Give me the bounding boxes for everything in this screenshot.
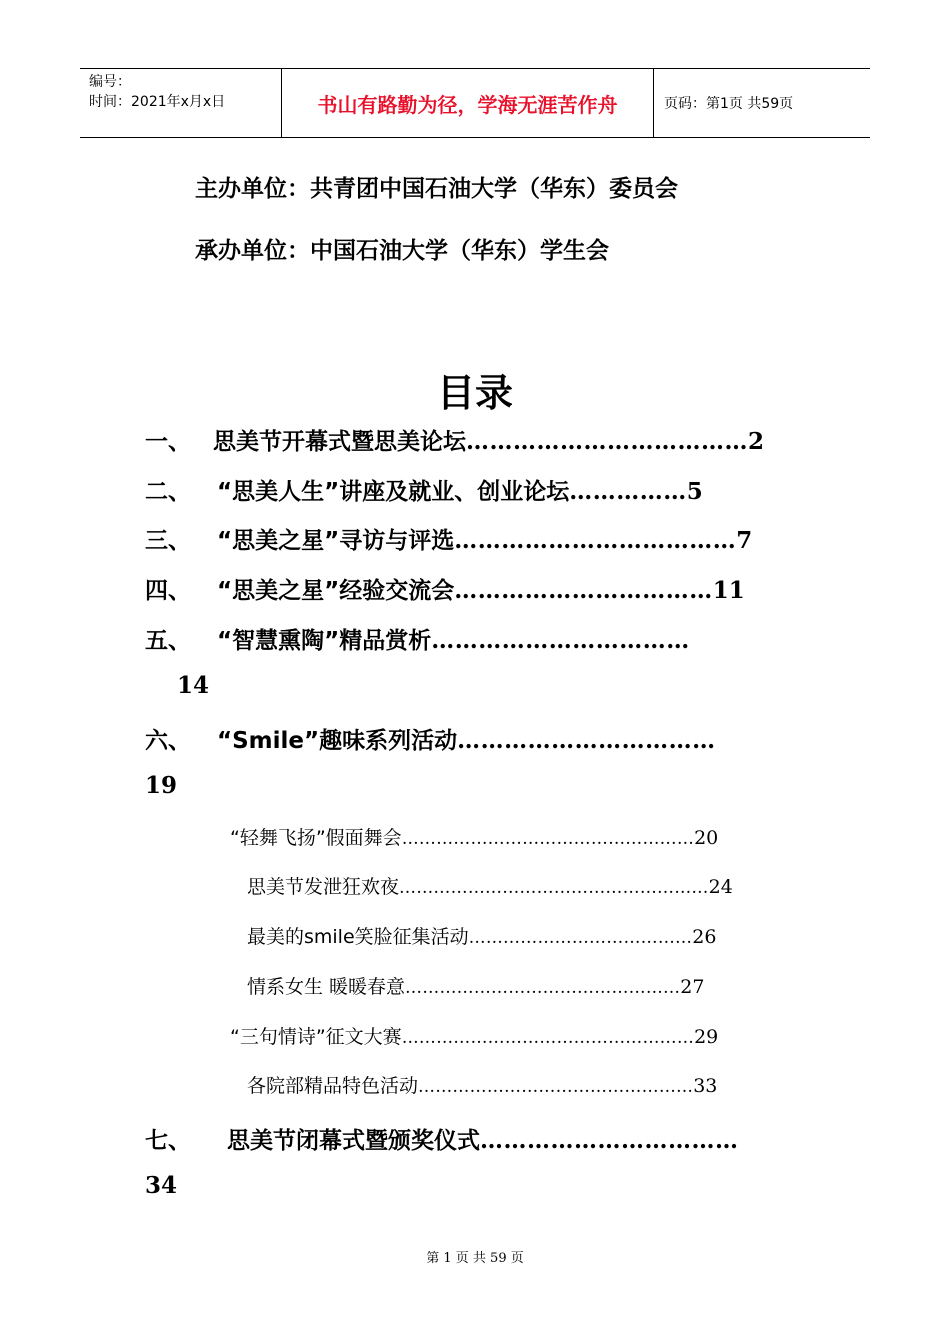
toc-subitem-page: 20 (694, 827, 719, 849)
toc-subitem-leader: ………………………………… (468, 928, 693, 948)
undertaker-organizer: 承办单位：中国石油大学（华东）学生会 (195, 238, 609, 264)
toc-item-page: 11 (712, 577, 745, 604)
toc-item-title: “智慧熏陶”精品赏析 (217, 628, 432, 654)
toc-subitem-page: 33 (693, 1075, 718, 1097)
toc-subitem-leader: …………………………………………… (401, 1028, 695, 1048)
toc-item-page: 14 (177, 672, 210, 699)
toc-item-title: “思美之星”经验交流会 (217, 578, 455, 604)
toc-item-page: 19 (145, 772, 178, 799)
toc-subitem-title: “三句情诗”征文大赛 (230, 1026, 402, 1048)
toc-subitem-page: 24 (708, 876, 733, 898)
toc-subitem-leader: …………………………………………… (401, 829, 695, 849)
toc-subitem[interactable] (230, 1022, 718, 1049)
toc-item-leader: ……………………………… (454, 527, 737, 554)
toc-item[interactable] (145, 423, 764, 456)
toc-subitem-title: 各院部精品特色活动 (247, 1075, 419, 1097)
toc-item-title: “Smile”趣味系列活动 (217, 728, 458, 754)
toc-item[interactable] (145, 722, 716, 755)
toc-item-number: 五、 (145, 628, 191, 654)
toc-item-number: 七、 (145, 1128, 191, 1154)
toc-item[interactable] (145, 572, 745, 605)
toc-subitem-page: 26 (692, 926, 717, 948)
toc-subitem[interactable] (247, 922, 716, 949)
toc-item[interactable] (145, 522, 752, 555)
toc-item[interactable] (145, 473, 703, 506)
toc-subitem-page: 27 (680, 976, 705, 998)
toc-item-page: 2 (748, 428, 765, 455)
toc-subitem-leader: ………………………………………… (418, 1077, 694, 1097)
toc-subitem-leader: ……………………………………………… (399, 878, 709, 898)
toc-subitem[interactable] (247, 972, 704, 999)
host-organizer: 主办单位：共青团中国石油大学（华东）委员会 (195, 176, 678, 202)
page-footer: 第 1 页 共 59 页 (426, 1251, 524, 1266)
toc-subitem[interactable] (247, 872, 733, 899)
toc-item-leader: …………………………… (480, 1127, 739, 1154)
toc-item-page: 5 (686, 478, 703, 505)
toc-item-leader: …………… (569, 478, 687, 505)
toc-item[interactable] (145, 622, 690, 655)
toc-item-number: 六、 (145, 728, 191, 754)
toc-subitem-title: 思美节发泄狂欢夜 (247, 876, 400, 898)
toc-item[interactable] (145, 1122, 739, 1155)
toc-item-page: 7 (736, 527, 753, 554)
toc-item-number: 一、 (145, 429, 191, 455)
document-header (80, 68, 870, 138)
toc-item-leader: …………………………… (457, 727, 716, 754)
toc-item-number: 四、 (145, 578, 191, 604)
motto: 书山有路勤为径，学海无涯苦作舟 (282, 69, 654, 137)
toc-item-title: “思美人生”讲座及就业、创业论坛 (217, 479, 570, 505)
page-info: 页码：第1页 共59页 (664, 96, 794, 112)
toc-item-title: 思美节开幕式暨思美论坛 (213, 429, 466, 455)
toc-item-leader: …………………………… (431, 627, 690, 654)
toc-item-leader: …………………………… (454, 577, 713, 604)
toc-subitem-title: “轻舞飞扬”假面舞会 (230, 827, 402, 849)
toc-title: 目录 (436, 371, 513, 415)
toc-subitem-leader: ………………………………………… (405, 978, 681, 998)
header-meta (80, 69, 282, 137)
toc-item-leader: ……………………………… (466, 428, 748, 455)
toc-subitem-page: 29 (694, 1026, 719, 1048)
time-label: 时间：2021年x月x日 (89, 94, 226, 110)
toc-item-page: 34 (145, 1172, 178, 1199)
toc-item-number: 三、 (145, 528, 191, 554)
toc-item-title: “思美之星”寻访与评选 (217, 528, 455, 554)
toc-item-title: 思美节闭幕式暨颁奖仪式 (227, 1128, 480, 1154)
toc-subitem[interactable] (247, 1071, 717, 1098)
toc-subitem-title: 情系女生 暖暖春意 (247, 976, 406, 998)
number-label: 编号： (89, 74, 131, 90)
toc-subitem-title: 最美的smile笑脸征集活动 (247, 926, 469, 948)
toc-item-number: 二、 (145, 479, 191, 505)
toc-subitem[interactable] (230, 823, 718, 850)
